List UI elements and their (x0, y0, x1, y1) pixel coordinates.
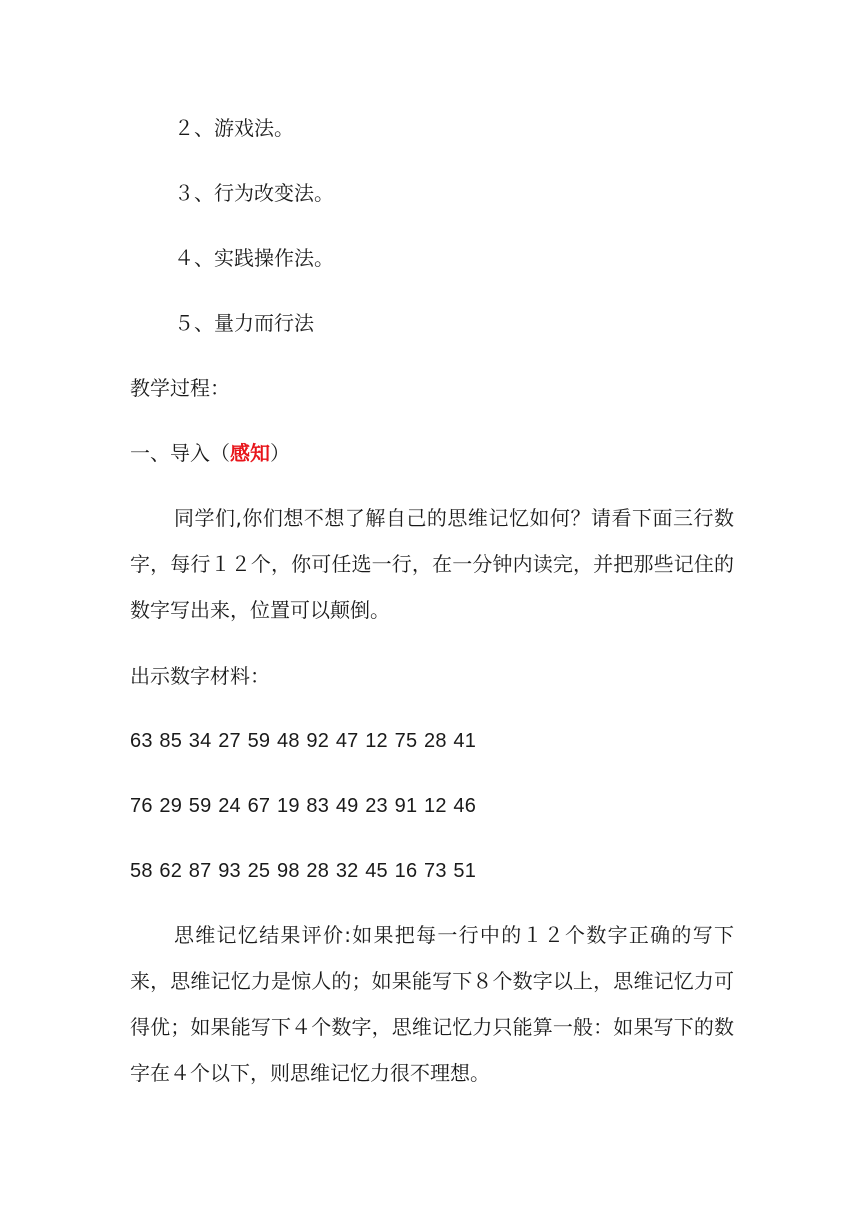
method-item-3: ３、行为改变法。 (174, 181, 334, 205)
evaluation-paragraph: 思维记忆结果评价:如果把每一行中的１２个数字正确的写下来，思维记忆力是惊人的；如果能写下８个数字以上，思维记忆力可得优；如果能写下４个数字，思维记忆力只能算一般：如果写下的数字在４个以下，则思维记忆力很不理想。 (130, 923, 734, 1085)
number-row-1: 63 85 34 27 59 48 92 47 12 75 28 41 (130, 730, 477, 752)
intro-heading-prefix: 一、导入（ (130, 441, 230, 465)
intro-heading (130, 440, 730, 466)
number-row-2: 76 29 59 24 67 19 83 49 23 91 12 46 (130, 795, 477, 817)
method-item-4: ４、实践操作法。 (174, 246, 334, 270)
intro-paragraph: 同学们,你们想不想了解自己的思维记忆如何？请看下面三行数字，每行１２个，你可任选一行，在一分钟内读完，并把那些记住的数字写出来，位置可以颠倒。 (130, 506, 734, 622)
method-item-5: ５、量力而行法 (174, 311, 314, 335)
number-row-3: 58 62 87 93 25 98 28 32 45 16 73 51 (130, 860, 477, 882)
material-heading: 出示数字材料： (130, 664, 270, 688)
intro-heading-highlight: 感知 (230, 441, 270, 465)
intro-heading-suffix: ） (270, 441, 290, 465)
method-item-2: ２、游戏法。 (174, 116, 294, 140)
process-heading: 教学过程： (130, 376, 230, 400)
